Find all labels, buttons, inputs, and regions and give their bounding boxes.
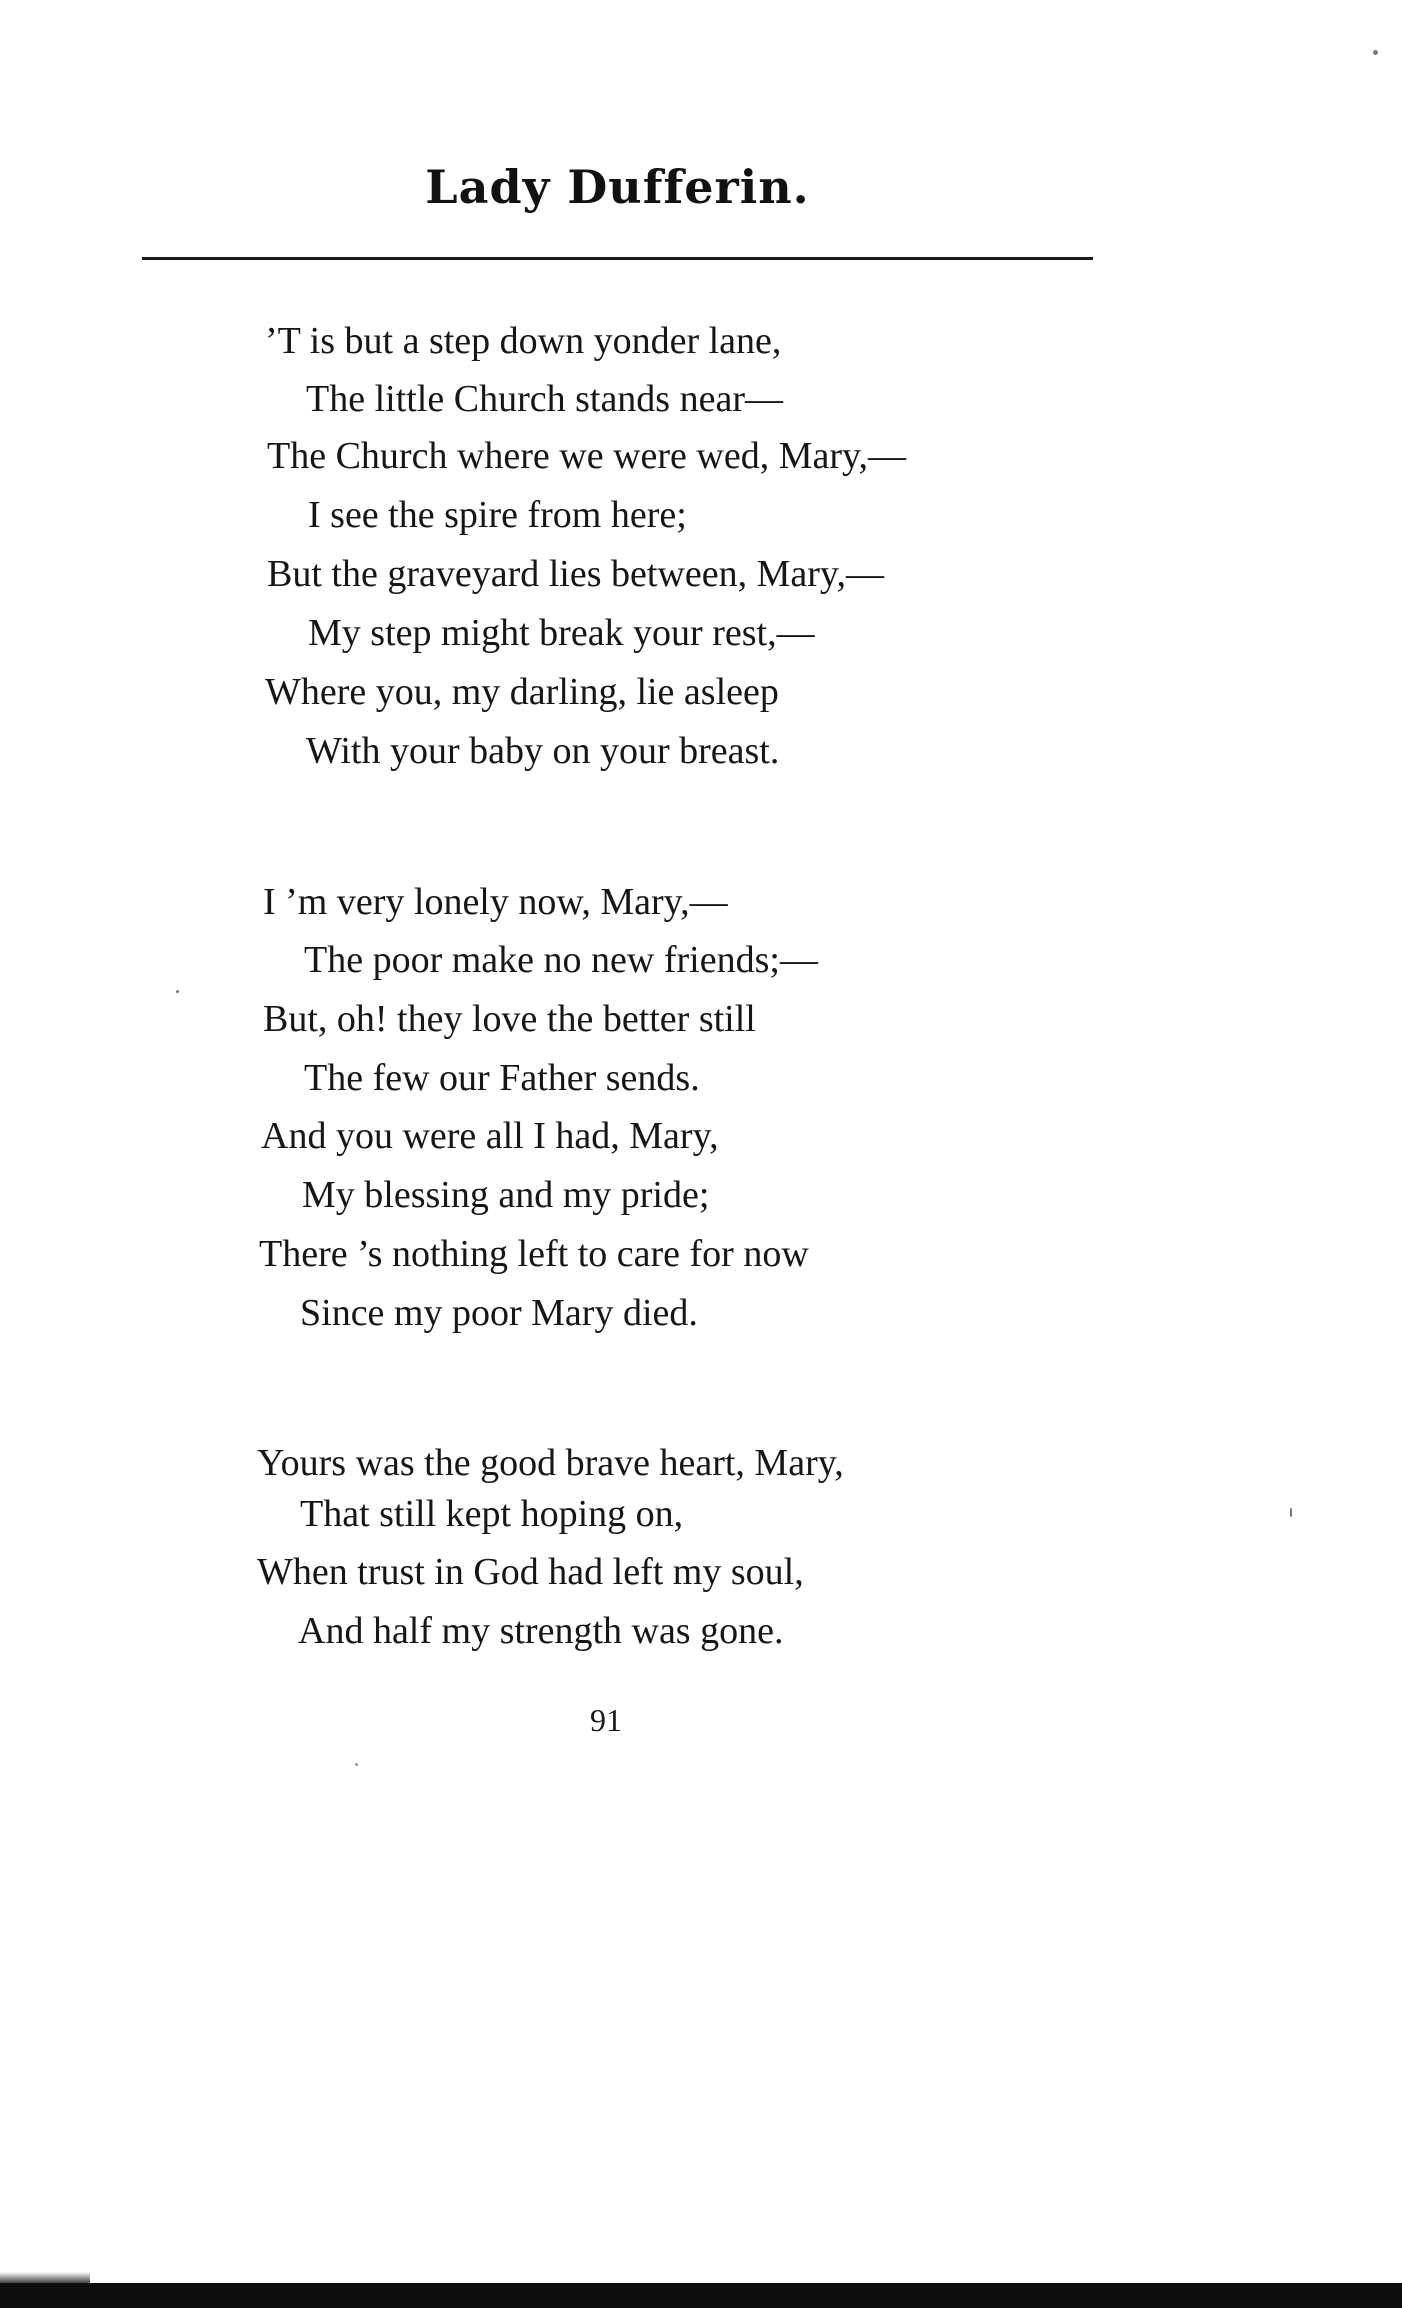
poem-line: My step might break your rest,—	[308, 612, 815, 654]
poem-line: I ’m very lonely now, Mary,—	[263, 881, 728, 923]
running-header: Lady Dufferin.	[425, 160, 810, 214]
poem-line: When trust in God had left my soul,	[257, 1551, 804, 1593]
scan-edge	[0, 2283, 1402, 2308]
poem-line: The poor make no new friends;—	[304, 939, 818, 981]
poem-line: Where you, my darling, lie asleep	[265, 671, 779, 713]
scan-speck	[355, 1763, 358, 1766]
poem-line: The Church where we were wed, Mary,—	[267, 435, 907, 477]
header-rule	[142, 257, 1093, 260]
scan-speck	[1290, 1508, 1292, 1517]
poem-line: Yours was the good brave heart, Mary,	[257, 1442, 844, 1484]
poem-line: ’T is but a step down yonder lane,	[265, 320, 782, 362]
poem-line: The few our Father sends.	[304, 1057, 700, 1099]
poem-line: But the graveyard lies between, Mary,—	[267, 553, 884, 595]
poem-line: And half my strength was gone.	[298, 1610, 784, 1652]
poem-line: But, oh! they love the better still	[263, 998, 756, 1040]
poem-line: With your baby on your breast.	[306, 730, 780, 772]
poem-line: And you were all I had, Mary,	[261, 1115, 719, 1157]
poem-line: My blessing and my pride;	[302, 1174, 710, 1216]
poem-line: That still kept hoping on,	[300, 1493, 684, 1535]
page-number: 91	[590, 1702, 622, 1738]
scan-speck	[1373, 50, 1378, 55]
poem-line: There ’s nothing left to care for now	[259, 1233, 809, 1275]
poem-line: I see the spire from here;	[308, 494, 687, 536]
scan-speck	[176, 990, 179, 993]
poem-line: Since my poor Mary died.	[300, 1292, 698, 1334]
poem-line: The little Church stands near—	[306, 378, 783, 420]
